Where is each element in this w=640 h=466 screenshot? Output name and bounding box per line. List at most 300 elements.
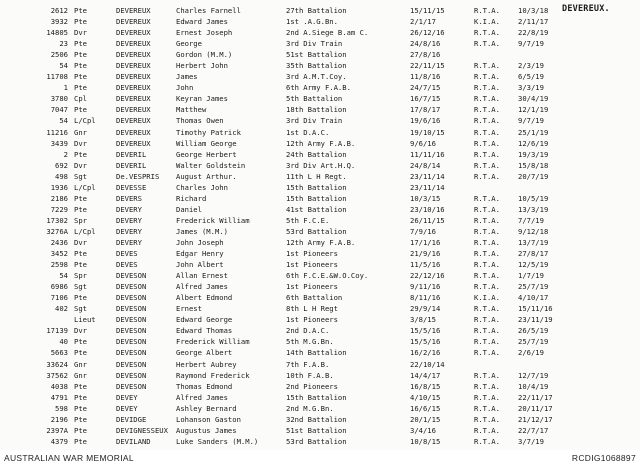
surname: DEVIGNESSEUX	[116, 425, 168, 435]
table-row	[0, 215, 640, 226]
fate: R.T.A.	[474, 425, 500, 435]
surname: DEVESON	[116, 304, 147, 314]
enlistment-date: 22/10/14	[410, 359, 445, 369]
service-number: 2	[63, 149, 68, 159]
given-names: Allan Ernest	[176, 271, 228, 281]
enlistment-date: 7/9/16	[410, 226, 436, 236]
rank: Sgt	[74, 304, 87, 314]
fate: R.T.A.	[474, 94, 500, 104]
surname: DEVEREUX	[116, 94, 151, 104]
rank: Pte	[74, 337, 87, 347]
service-number: 4038	[50, 381, 68, 391]
rank: Sgt	[74, 282, 87, 292]
unit: 35th Battalion	[286, 61, 347, 71]
service-number: 3439	[50, 138, 68, 148]
rank: Pte	[74, 6, 87, 15]
table-row	[0, 16, 640, 27]
given-names: William George	[176, 138, 237, 148]
rank: Pte	[74, 83, 87, 93]
table-row	[0, 292, 640, 303]
rank: Pte	[74, 414, 87, 424]
given-names: Ernest	[176, 304, 202, 314]
fate: R.T.A.	[474, 61, 500, 71]
service-number: 3780	[50, 94, 68, 104]
fate: R.T.A.	[474, 381, 500, 391]
return-date: 27/8/17	[518, 249, 549, 259]
service-number: 54	[59, 271, 68, 281]
surname: DEVEREUX	[116, 39, 151, 49]
return-date: 22/7/17	[518, 425, 549, 435]
return-date: 10/4/19	[518, 381, 549, 391]
return-date: 20/7/19	[518, 171, 549, 181]
enlistment-date: 4/10/15	[410, 392, 441, 402]
table-row	[0, 171, 640, 182]
fate: R.T.A.	[474, 105, 500, 115]
fate: R.T.A.	[474, 28, 500, 38]
service-number: 5663	[50, 348, 68, 358]
table-row	[0, 149, 640, 160]
return-date: 15/11/16	[518, 304, 553, 314]
table-row	[0, 414, 640, 425]
service-number: 1936	[50, 182, 68, 192]
table-row	[0, 237, 640, 248]
surname: DEVEREUX	[116, 138, 151, 148]
service-number: 2612	[50, 6, 68, 15]
enlistment-date: 26/12/16	[410, 28, 445, 38]
return-date: 12/5/19	[518, 260, 549, 270]
given-names: George Herbert	[176, 149, 237, 159]
table-row	[0, 82, 640, 93]
unit: 41st Battalion	[286, 204, 347, 214]
unit: 3rd Div Train	[286, 39, 343, 49]
table-row	[0, 381, 640, 392]
rank: L/Cpl	[74, 226, 96, 236]
given-names: Charles Farnell	[176, 6, 241, 15]
fate: K.I.A.	[474, 17, 500, 27]
rank: Lieut	[74, 315, 96, 325]
enlistment-date: 9/6/16	[410, 138, 436, 148]
unit: 18th Battalion	[286, 105, 347, 115]
enlistment-date: 23/11/14	[410, 182, 445, 192]
footer-source: AUSTRALIAN WAR MEMORIAL	[4, 453, 134, 463]
given-names: John Albert	[176, 260, 224, 270]
rank: Spr	[74, 215, 87, 225]
fate: R.T.A.	[474, 249, 500, 259]
service-number: 2598	[50, 260, 68, 270]
return-date: 4/10/17	[518, 293, 549, 303]
table-row	[0, 359, 640, 370]
surname: DEVEREUX	[116, 72, 151, 82]
return-date: 25/7/19	[518, 282, 549, 292]
rank: Dvr	[74, 28, 87, 38]
fate: R.T.A.	[474, 370, 500, 380]
rank: Pte	[74, 403, 87, 413]
return-date: 25/1/19	[518, 127, 549, 137]
fate: R.T.A.	[474, 149, 500, 159]
surname: DEVESSE	[116, 182, 147, 192]
surname: DEVESON	[116, 293, 147, 303]
fate: R.T.A.	[474, 127, 500, 137]
enlistment-date: 8/11/16	[410, 293, 441, 303]
fate: R.T.A.	[474, 72, 500, 82]
enlistment-date: 26/11/15	[410, 215, 445, 225]
service-number: 402	[55, 304, 68, 314]
table-row	[0, 204, 640, 215]
given-names: John Joseph	[176, 237, 224, 247]
table-row	[0, 38, 640, 49]
surname: DEVEREUX	[116, 61, 151, 71]
return-date: 10/5/19	[518, 193, 549, 203]
return-date: 7/7/19	[518, 215, 544, 225]
fate: R.T.A.	[474, 337, 500, 347]
return-date: 30/4/19	[518, 94, 549, 104]
surname: DEVEREUX	[116, 116, 151, 126]
rank: Dvr	[74, 138, 87, 148]
rank: Dvr	[74, 326, 87, 336]
table-row	[0, 93, 640, 104]
table-row	[0, 104, 640, 115]
given-names: Edward Thomas	[176, 326, 233, 336]
unit: 53rd Battalion	[286, 226, 347, 236]
fate: R.T.A.	[474, 237, 500, 247]
unit: 3rd Div Art.H.Q.	[286, 160, 356, 170]
table-row	[0, 60, 640, 71]
given-names: Herbert Aubrey	[176, 359, 237, 369]
surname: DEVILAND	[116, 436, 151, 446]
rank: Pte	[74, 50, 87, 60]
fate: R.T.A.	[474, 392, 500, 402]
return-date: 20/11/17	[518, 403, 553, 413]
enlistment-date: 11/8/16	[410, 72, 441, 82]
given-names: Thomas Owen	[176, 116, 224, 126]
unit: 5th Battalion	[286, 94, 343, 104]
return-date: 13/3/19	[518, 204, 549, 214]
rank: Gnr	[74, 359, 87, 369]
table-row	[0, 403, 640, 414]
table-row	[0, 325, 640, 336]
return-date: 3/3/19	[518, 83, 544, 93]
rank: Pte	[74, 381, 87, 391]
surname: DEVERIL	[116, 149, 147, 159]
given-names: Frederick William	[176, 215, 250, 225]
footer-bar	[0, 450, 640, 466]
unit: 15th Battalion	[286, 182, 347, 192]
fate: R.T.A.	[474, 193, 500, 203]
rank: Gnr	[74, 370, 87, 380]
enlistment-date: 22/12/16	[410, 271, 445, 281]
enlistment-date: 23/11/14	[410, 171, 445, 181]
unit: 2nd D.A.C.	[286, 326, 330, 336]
fate: R.T.A.	[474, 215, 500, 225]
return-date: 12/1/19	[518, 105, 549, 115]
unit: 1st D.A.C.	[286, 127, 330, 137]
service-number: 11216	[46, 127, 68, 137]
service-number: 33624	[46, 359, 68, 369]
given-names: Luke Sanders (M.M.)	[176, 436, 259, 446]
given-names: Augustus James	[176, 425, 237, 435]
surname: DEVIDGE	[116, 414, 147, 424]
unit: 11th L H Regt.	[286, 171, 347, 181]
unit: 1st Pioneers	[286, 315, 338, 325]
unit: 6th Battalion	[286, 293, 343, 303]
surname: DEVES	[116, 249, 138, 259]
enlistment-date: 14/4/17	[410, 370, 441, 380]
unit: 5th F.C.E.	[286, 215, 330, 225]
given-names: Edward James	[176, 17, 228, 27]
unit: 3rd A.M.T.Coy.	[286, 72, 347, 82]
unit: 51st Battalion	[286, 425, 347, 435]
rank: L/Cpl	[74, 116, 96, 126]
surname: DEVERY	[116, 226, 142, 236]
fate: R.T.A.	[474, 348, 500, 358]
table-row	[0, 314, 640, 325]
table-row	[0, 71, 640, 82]
table-row	[0, 425, 640, 436]
enlistment-date: 16/7/15	[410, 94, 441, 104]
rank: Pte	[74, 392, 87, 402]
unit: 27th Battalion	[286, 6, 347, 15]
rank: Pte	[74, 17, 87, 27]
table-row	[0, 281, 640, 292]
table-row	[0, 115, 640, 126]
enlistment-date: 21/9/16	[410, 249, 441, 259]
fate: R.T.A.	[474, 260, 500, 270]
enlistment-date: 9/11/16	[410, 282, 441, 292]
table-row	[0, 49, 640, 60]
surname: DEVEY	[116, 392, 138, 402]
rank: Gnr	[74, 127, 87, 137]
return-date: 2/3/19	[518, 61, 544, 71]
table-row	[0, 370, 640, 381]
enlistment-date: 16/8/15	[410, 381, 441, 391]
service-number: 6986	[50, 282, 68, 292]
rank: L/Cpl	[74, 182, 96, 192]
service-number: 3452	[50, 249, 68, 259]
table-row	[0, 336, 640, 347]
enlistment-date: 15/5/16	[410, 337, 441, 347]
surname: DEVESON	[116, 337, 147, 347]
given-names: Matthew	[176, 105, 207, 115]
service-number: 14805	[46, 28, 68, 38]
enlistment-date: 10/3/15	[410, 193, 441, 203]
return-date: 12/7/19	[518, 370, 549, 380]
surname: DEVESON	[116, 315, 147, 325]
fate: R.T.A.	[474, 138, 500, 148]
surname: DEVEREUX	[116, 50, 151, 60]
enlistment-date: 24/8/16	[410, 39, 441, 49]
given-names: Richard	[176, 193, 207, 203]
unit: 10th F.A.B.	[286, 370, 334, 380]
given-names: Edward George	[176, 315, 233, 325]
service-number: 54	[59, 61, 68, 71]
service-number: 2196	[50, 414, 68, 424]
table-row	[0, 193, 640, 204]
return-date: 22/8/19	[518, 28, 549, 38]
service-number: 4379	[50, 436, 68, 446]
given-names: Ernest Joseph	[176, 28, 233, 38]
service-number: 1	[63, 83, 68, 93]
enlistment-date: 20/1/15	[410, 414, 441, 424]
given-names: Thomas Edmond	[176, 381, 233, 391]
unit: 1st Pioneers	[286, 249, 338, 259]
surname: DEVEREUX	[116, 127, 151, 137]
rank: Pte	[74, 39, 87, 49]
unit: 14th Battalion	[286, 348, 347, 358]
enlistment-date: 16/2/16	[410, 348, 441, 358]
enlistment-date: 24/7/15	[410, 83, 441, 93]
enlistment-date: 29/9/14	[410, 304, 441, 314]
return-date: 21/12/17	[518, 414, 553, 424]
given-names: Albert Edmond	[176, 293, 233, 303]
surname: DEVESON	[116, 271, 147, 281]
surname: DEVEREUX	[116, 105, 151, 115]
unit: 53rd Battalion	[286, 436, 347, 446]
given-names: Frederick William	[176, 337, 250, 347]
surname: DEVESON	[116, 381, 147, 391]
given-names: George	[176, 39, 202, 49]
table-row	[0, 248, 640, 259]
rank: Dvr	[74, 237, 87, 247]
return-date: 15/8/18	[518, 160, 549, 170]
table-row	[0, 226, 640, 237]
table-row	[0, 392, 640, 403]
service-number: 7229	[50, 204, 68, 214]
given-names: Keyran James	[176, 94, 228, 104]
unit: 3rd Div Train	[286, 116, 343, 126]
given-names: James (M.M.)	[176, 226, 228, 236]
fate: R.T.A.	[474, 116, 500, 126]
service-number: 3932	[50, 17, 68, 27]
table-row	[0, 160, 640, 171]
service-number: 40	[59, 337, 68, 347]
enlistment-date: 3/4/16	[410, 425, 436, 435]
fate: K.I.A.	[474, 293, 500, 303]
unit: 32nd Battalion	[286, 414, 347, 424]
fate: R.T.A.	[474, 282, 500, 292]
return-date: 10/3/18	[518, 6, 549, 15]
return-date: 2/11/17	[518, 17, 549, 27]
service-number: 7106	[50, 293, 68, 303]
surname: DEVERS	[116, 193, 142, 203]
fate: R.T.A.	[474, 204, 500, 214]
enlistment-date: 23/10/16	[410, 204, 445, 214]
return-date: 9/7/19	[518, 116, 544, 126]
fate: R.T.A.	[474, 271, 500, 281]
return-date: 12/6/19	[518, 138, 549, 148]
surname: DEVESON	[116, 282, 147, 292]
unit: 2nd M.G.Bn.	[286, 403, 334, 413]
return-date: 25/7/19	[518, 337, 549, 347]
table-row	[0, 303, 640, 314]
unit: 1st .A.G.Bn.	[286, 17, 338, 27]
table-row	[0, 127, 640, 138]
unit: 2nd A.Siege B.am C.	[286, 28, 369, 38]
enlistment-date: 2/1/17	[410, 17, 436, 27]
surname: DEVEY	[116, 403, 138, 413]
rank: Pte	[74, 61, 87, 71]
unit: 51st Battalion	[286, 50, 347, 60]
fate: R.T.A.	[474, 83, 500, 93]
given-names: Gordon (M.M.)	[176, 50, 233, 60]
enlistment-date: 10/8/15	[410, 436, 441, 446]
roll-table	[0, 5, 640, 447]
rank: Pte	[74, 193, 87, 203]
given-names: Timothy Patrick	[176, 127, 241, 137]
service-number: 23	[59, 39, 68, 49]
fate: R.T.A.	[474, 436, 500, 446]
surname: De.VESPRIS	[116, 171, 160, 181]
service-number: 692	[55, 160, 68, 170]
unit: 5th M.G.Bn.	[286, 337, 334, 347]
unit: 7th F.A.B.	[286, 359, 330, 369]
rank: Sgt	[74, 171, 87, 181]
service-number: 498	[55, 171, 68, 181]
table-row	[0, 259, 640, 270]
rank: Pte	[74, 204, 87, 214]
table-row	[0, 182, 640, 193]
return-date: 9/12/18	[518, 226, 549, 236]
enlistment-date: 27/8/16	[410, 50, 441, 60]
fate: R.T.A.	[474, 226, 500, 236]
table-row	[0, 436, 640, 447]
service-number: 3276A	[46, 226, 68, 236]
return-date: 23/11/19	[518, 315, 553, 325]
unit: 8th L H Regt	[286, 304, 338, 314]
unit: 1st Pioneers	[286, 260, 338, 270]
surname: DEVEREUX	[116, 17, 151, 27]
fate: R.T.A.	[474, 171, 500, 181]
footer-record-id: RCDIG1068897	[571, 453, 636, 463]
given-names: George Albert	[176, 348, 233, 358]
surname: DEVERY	[116, 215, 142, 225]
return-date: 19/3/19	[518, 149, 549, 159]
fate: R.T.A.	[474, 6, 500, 15]
service-number: 2397A	[46, 425, 68, 435]
enlistment-date: 16/6/15	[410, 403, 441, 413]
enlistment-date: 15/5/16	[410, 326, 441, 336]
enlistment-date: 19/10/15	[410, 127, 445, 137]
unit: 12th Army F.A.B.	[286, 237, 356, 247]
given-names: Walter Goldstein	[176, 160, 246, 170]
rank: Pte	[74, 72, 87, 82]
rank: Cpl	[74, 94, 87, 104]
return-date: 3/7/19	[518, 436, 544, 446]
given-names: Ashley Bernard	[176, 403, 237, 413]
enlistment-date: 15/11/15	[410, 6, 445, 15]
enlistment-date: 17/1/16	[410, 237, 441, 247]
surname: DEVES	[116, 260, 138, 270]
surname: DEVESON	[116, 370, 147, 380]
service-number: 2506	[50, 50, 68, 60]
fate: R.T.A.	[474, 39, 500, 49]
unit: 12th Army F.A.B.	[286, 138, 356, 148]
fate: R.T.A.	[474, 403, 500, 413]
return-date: 22/11/17	[518, 392, 553, 402]
surname: DEVEREUX	[116, 6, 151, 15]
unit: 2nd Pioneers	[286, 381, 338, 391]
service-number: 37562	[46, 370, 68, 380]
fate: R.T.A.	[474, 326, 500, 336]
return-date: 9/7/19	[518, 39, 544, 49]
enlistment-date: 19/6/16	[410, 116, 441, 126]
service-number: 17302	[46, 215, 68, 225]
service-number: 11708	[46, 72, 68, 82]
unit: 15th Battalion	[286, 392, 347, 402]
rank: Dvr	[74, 160, 87, 170]
table-row	[0, 347, 640, 358]
given-names: Lohanson Gaston	[176, 414, 241, 424]
rank: Pte	[74, 149, 87, 159]
